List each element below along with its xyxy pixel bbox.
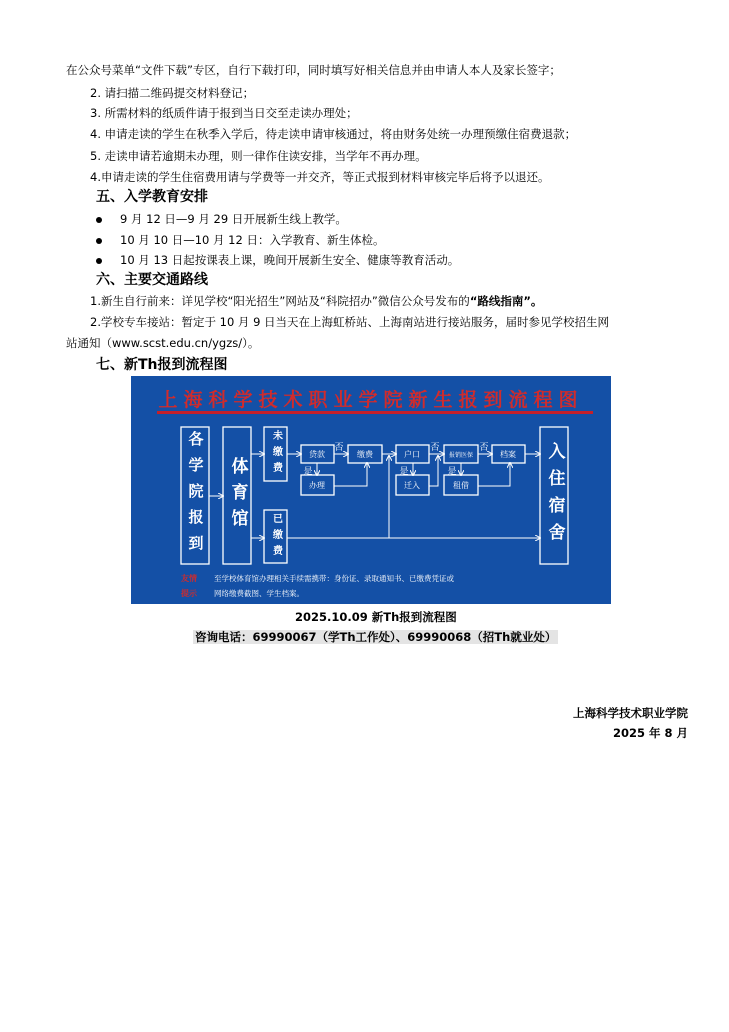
bullet-text: 10 月 13 日起按课表上课，晚间开展新生安全、健康等教育活动。 [120,253,460,267]
box-label-insurance: 报销医保 [448,452,474,459]
box-label-paid: 已缴费 [270,512,282,561]
box-label-pay: 缴费 [357,450,373,459]
section-heading: 六、主要交通路线 [96,272,208,288]
box-label-unpaid: 未缴费 [270,430,282,478]
bullet-icon [96,217,102,223]
paragraph: 在公众号菜单“文件下载”专区，自行下载打印，同时填写好相关信息并由申请人本人及家长签字； [66,63,561,77]
signature-date: 2025 年 8 月 [612,726,688,740]
list-item: 3. 所需材料的纸质件请于报到当日交至走读办理处； [90,106,358,120]
yes-label: 是 [303,467,313,477]
note-text: 至学校体育馆办理相关手续需携带：身份证、录取通知书、已缴费凭证或 [214,574,454,583]
signature-org: 上海科学技术职业学院 [573,706,688,720]
note-text: 网络缴费截图、学生档案。 [214,589,304,598]
section-heading: 五、入学教育安排 [96,189,208,205]
flow-arrows [209,454,540,538]
flowchart-image [131,376,611,604]
list-item: 4. 申请走读的学生在秋季入学后，待走读申请审核通过，将由财务处统一办理预缴住宿费退款； [90,127,577,141]
contact-phone: 咨询电话：69990067（学Th工作处）、69990068（招Th就业处） [195,630,557,644]
box-label-loan: 贷款 [309,450,325,459]
no-label: 否 [430,443,440,453]
box-label-gym: 体育馆 [227,456,248,535]
yes-label: 是 [447,467,457,477]
list-item: 4.申请走读的学生住宿费用请与学费等一并交齐，等正式报到材料审核完毕后将予以退还。 [90,170,550,184]
list-text: 1.新生自行前来：详见学校“阳光招生”网站及“科院招办”微信公众号发布的 [90,294,470,308]
list-item [90,294,542,308]
list-item: 2. 请扫描二维码提交材料登记； [90,86,255,100]
box-label-move-in: 迁入 [404,481,420,490]
route-guide-text: “路线指南”。 [469,294,543,308]
box-label-handle: 办理 [309,481,325,490]
bullet-icon [96,258,102,264]
bullet-text: 9 月 12 日—9 月 29 日开展新生线上教学。 [120,212,347,226]
box-label-dorm: 入住宿舍 [544,441,565,550]
yes-label: 是 [399,467,409,477]
bullet-item [96,253,459,267]
no-label: 否 [479,443,489,453]
flowchart-title: 上海科学技术职业学院新生报到流程图 [158,389,584,411]
note-label: 提示 [181,589,197,598]
bullet-text: 10 月 10 日—10 月 12 日：入学教育、新生体检。 [120,233,385,247]
list-item: 站通知（www.scst.edu.cn/ygzs/）。 [66,336,260,350]
box-label-hukou: 户口 [404,450,420,459]
bullet-item [96,212,347,226]
note-label: 友情 [181,574,197,583]
section-heading: 七、新Th报到流程图 [96,357,228,373]
list-item: 2.学校专车接站：暂定于 10 月 9 日当天在上海虹桥站、上海南站进行接站服务，届时参见学校招生网 [90,315,610,329]
bullet-item [96,233,384,247]
figure-caption: 2025.10.09 新Th报到流程图 [295,610,457,624]
bullet-icon [96,238,102,244]
title-underline [157,411,593,414]
no-label: 否 [334,443,344,453]
box-label-rent: 租借 [453,481,469,490]
box-label-archive: 档案 [500,450,516,459]
box-label-start: 各学院报到 [186,430,205,561]
list-item: 5. 走读申请若逾期未办理，则一律作住读安排，当学年不再办理。 [90,149,427,163]
